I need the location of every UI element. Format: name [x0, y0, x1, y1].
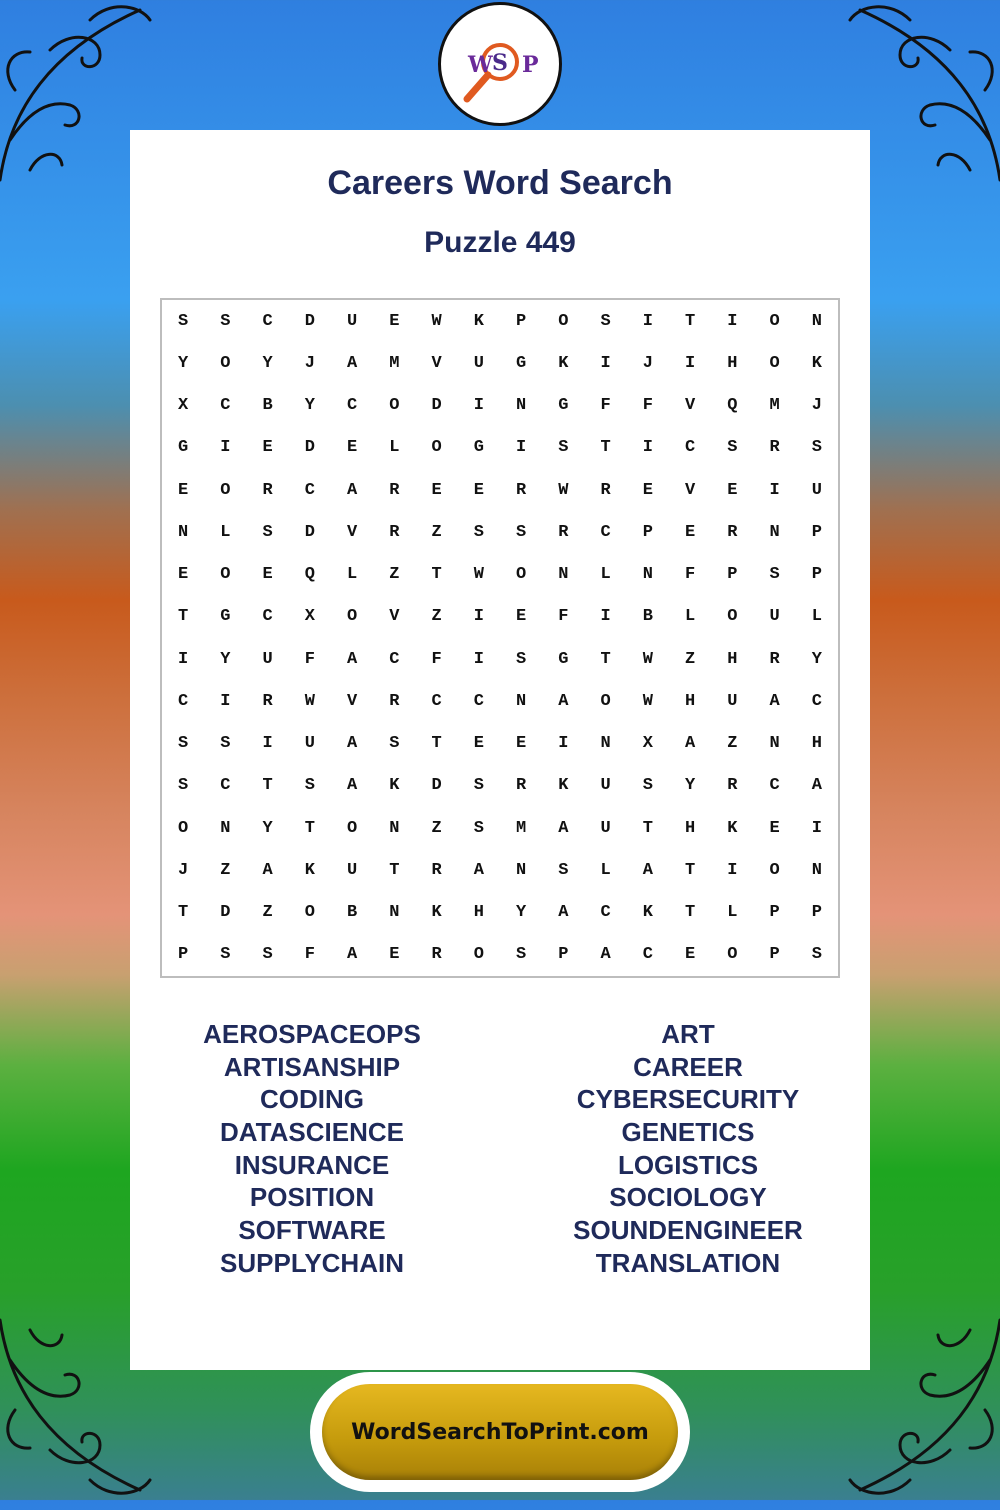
grid-cell[interactable]: A [558, 818, 569, 838]
grid-cell[interactable]: C [347, 396, 358, 416]
grid-cell[interactable]: W [642, 649, 653, 669]
grid-cell[interactable]: E [347, 438, 358, 458]
word-list-item: CODING [260, 1084, 364, 1115]
grid-cell[interactable]: D [220, 903, 231, 923]
grid-cell[interactable]: Z [220, 860, 231, 880]
grid-cell[interactable]: B [642, 607, 653, 627]
footer-banner [310, 1372, 690, 1492]
grid-cell[interactable]: Z [431, 607, 442, 627]
grid-cell[interactable]: T [431, 565, 442, 585]
grid-cell[interactable]: R [389, 691, 400, 711]
grid-cell[interactable]: Z [685, 649, 696, 669]
grid-cell[interactable]: T [600, 438, 611, 458]
grid-cell[interactable]: S [473, 818, 484, 838]
grid-cell[interactable]: L [220, 522, 231, 542]
grid-cell[interactable]: C [304, 480, 315, 500]
grid-cell[interactable]: D [304, 522, 315, 542]
grid-cell[interactable]: F [304, 945, 315, 965]
grid-cell[interactable]: K [473, 311, 484, 331]
grid-cell[interactable]: E [685, 945, 696, 965]
grid-cell[interactable]: R [431, 860, 442, 880]
grid-cell[interactable]: C [431, 691, 442, 711]
grid-cell[interactable]: R [558, 522, 569, 542]
grid-cell[interactable]: G [220, 607, 231, 627]
site-name: WordSearchToPrint.com [351, 1419, 649, 1445]
grid-cell[interactable]: R [769, 649, 780, 669]
grid-cell[interactable]: H [727, 353, 738, 373]
grid-cell[interactable]: A [558, 691, 569, 711]
grid-cell[interactable]: S [262, 522, 273, 542]
grid-cell[interactable]: R [516, 480, 527, 500]
grid-cell[interactable]: Y [262, 818, 273, 838]
grid-cell[interactable]: E [473, 480, 484, 500]
grid-cell[interactable]: K [389, 776, 400, 796]
grid-cell[interactable]: A [558, 903, 569, 923]
grid-cell[interactable]: W [304, 691, 315, 711]
grid-cell[interactable]: G [558, 649, 569, 669]
grid-cell[interactable]: R [727, 776, 738, 796]
grid-cell[interactable]: L [685, 607, 696, 627]
grid-cell[interactable]: P [769, 903, 780, 923]
grid-cell[interactable]: S [473, 776, 484, 796]
word-list-item: INSURANCE [234, 1149, 390, 1180]
grid-cell[interactable]: J [811, 396, 822, 416]
grid-cell[interactable]: P [642, 522, 653, 542]
grid-cell[interactable]: O [727, 945, 738, 965]
grid-cell[interactable]: P [727, 565, 738, 585]
word-list-item: POSITION [249, 1182, 375, 1213]
grid-cell[interactable]: C [220, 396, 231, 416]
grid-cell[interactable]: R [389, 480, 400, 500]
grid-cell[interactable]: O [220, 565, 231, 585]
grid-cell[interactable]: P [811, 565, 822, 585]
grid-cell[interactable]: E [473, 734, 484, 754]
grid-cell[interactable]: A [769, 691, 780, 711]
word-list-item: SUPPLYCHAIN [220, 1247, 404, 1278]
grid-cell[interactable]: N [811, 311, 822, 331]
word-list-right-column [528, 1018, 848, 1280]
grid-cell[interactable]: I [600, 353, 611, 373]
grid-cell[interactable]: V [347, 691, 358, 711]
word-list-item: LOGISTICS [617, 1149, 759, 1180]
grid-cell[interactable]: C [685, 438, 696, 458]
grid-cell[interactable]: A [347, 734, 358, 754]
grid-cell[interactable]: C [389, 649, 400, 669]
grid-cell[interactable]: G [473, 438, 484, 458]
grid-cell[interactable]: O [516, 565, 527, 585]
grid-cell[interactable]: S [516, 649, 527, 669]
grid-cell[interactable]: P [558, 945, 569, 965]
grid-cell[interactable]: A [347, 945, 358, 965]
grid-cell[interactable]: P [769, 945, 780, 965]
grid-cell[interactable]: I [727, 860, 738, 880]
grid-cell[interactable]: M [389, 353, 400, 373]
grid-cell[interactable]: A [473, 860, 484, 880]
grid-cell[interactable]: N [220, 818, 231, 838]
grid-cell[interactable]: H [473, 903, 484, 923]
grid-cell[interactable]: S [642, 776, 653, 796]
grid-cell[interactable]: O [347, 818, 358, 838]
grid-cell[interactable]: F [642, 396, 653, 416]
word-list-item: ARTISANSHIP [223, 1051, 401, 1082]
grid-cell[interactable]: C [600, 522, 611, 542]
grid-cell[interactable]: I [769, 480, 780, 500]
grid-cell[interactable]: X [304, 607, 315, 627]
grid-cell[interactable]: Z [431, 818, 442, 838]
word-list-item: CAREER [633, 1051, 743, 1082]
grid-cell[interactable]: S [558, 860, 569, 880]
grid-cell[interactable]: R [431, 945, 442, 965]
grid-cell[interactable]: C [262, 311, 273, 331]
grid-cell[interactable]: A [600, 945, 611, 965]
grid-cell[interactable]: I [178, 649, 189, 669]
grid-cell[interactable]: D [431, 776, 442, 796]
grid-cell[interactable]: V [431, 353, 442, 373]
grid-cell[interactable]: J [642, 353, 653, 373]
word-list-item: DATASCIENCE [220, 1117, 404, 1148]
grid-cell[interactable]: I [727, 311, 738, 331]
grid-cell[interactable]: S [811, 438, 822, 458]
grid-cell[interactable]: Y [178, 353, 189, 373]
grid-cell[interactable]: W [431, 311, 442, 331]
grid-cell[interactable]: C [262, 607, 273, 627]
grid-cell[interactable]: M [769, 396, 780, 416]
grid-cell[interactable]: A [262, 860, 273, 880]
grid-cell[interactable]: F [600, 396, 611, 416]
grid-cell[interactable]: K [558, 776, 569, 796]
grid-cell[interactable]: S [516, 945, 527, 965]
grid-cell[interactable]: Z [727, 734, 738, 754]
grid-cell[interactable]: Y [220, 649, 231, 669]
grid-cell[interactable]: S [389, 734, 400, 754]
grid-cell[interactable]: C [811, 691, 822, 711]
grid-cell[interactable]: O [178, 818, 189, 838]
word-list-item: SOCIOLOGY [609, 1182, 767, 1213]
grid-cell[interactable]: A [642, 860, 653, 880]
grid-cell[interactable]: S [727, 438, 738, 458]
grid-cell[interactable]: O [769, 353, 780, 373]
grid-cell[interactable]: O [389, 396, 400, 416]
grid-cell[interactable]: R [516, 776, 527, 796]
grid-cell[interactable]: I [473, 396, 484, 416]
grid-cell[interactable]: I [811, 818, 822, 838]
grid-cell[interactable]: Z [262, 903, 273, 923]
grid-cell[interactable]: V [347, 522, 358, 542]
grid-cell[interactable]: W [473, 565, 484, 585]
grid-cell[interactable]: F [558, 607, 569, 627]
logo-letter-p: P [522, 52, 539, 78]
grid-cell[interactable]: P [811, 522, 822, 542]
grid-cell[interactable]: N [516, 860, 527, 880]
grid-cell[interactable]: K [304, 860, 315, 880]
grid-cell[interactable]: O [473, 945, 484, 965]
grid-cell[interactable]: S [516, 522, 527, 542]
grid-cell[interactable]: C [220, 776, 231, 796]
grid-cell[interactable]: C [600, 903, 611, 923]
grid-cell[interactable]: V [685, 396, 696, 416]
grid-cell[interactable]: P [811, 903, 822, 923]
grid-cell[interactable]: U [769, 607, 780, 627]
wsp-logo [438, 2, 562, 126]
puzzle-sheet [130, 130, 870, 1370]
grid-cell[interactable]: E [727, 480, 738, 500]
grid-cell[interactable]: T [431, 734, 442, 754]
grid-cell[interactable]: Y [516, 903, 527, 923]
grid-cell[interactable]: N [769, 734, 780, 754]
word-list-item: ART [661, 1019, 715, 1049]
grid-cell[interactable]: U [304, 734, 315, 754]
grid-cell[interactable]: O [600, 691, 611, 711]
grid-cell[interactable]: T [178, 607, 189, 627]
grid-cell[interactable]: R [769, 438, 780, 458]
grid-cell[interactable]: Y [304, 396, 315, 416]
grid-cell[interactable]: S [220, 945, 231, 965]
grid-cell[interactable]: I [558, 734, 569, 754]
grid-cell[interactable]: E [642, 480, 653, 500]
grid-cell[interactable]: E [769, 818, 780, 838]
grid-cell[interactable]: S [178, 734, 189, 754]
grid-cell[interactable]: U [600, 776, 611, 796]
grid-cell[interactable]: U [347, 860, 358, 880]
grid-cell[interactable]: S [769, 565, 780, 585]
grid-cell[interactable]: P [178, 945, 189, 965]
grid-cell[interactable]: A [347, 776, 358, 796]
grid-cell[interactable]: O [220, 353, 231, 373]
grid-cell[interactable]: E [389, 945, 400, 965]
grid-cell[interactable]: T [642, 818, 653, 838]
grid-cell[interactable]: N [389, 818, 400, 838]
grid-cell[interactable]: V [685, 480, 696, 500]
grid-cell[interactable]: G [558, 396, 569, 416]
grid-cell[interactable]: U [473, 353, 484, 373]
word-list-item: GENETICS [621, 1117, 755, 1148]
grid-cell[interactable]: Y [262, 353, 273, 373]
grid-cell[interactable]: Z [431, 522, 442, 542]
grid-cell[interactable]: Z [389, 565, 400, 585]
grid-cell[interactable]: H [727, 649, 738, 669]
grid-cell[interactable]: A [347, 353, 358, 373]
grid-cell[interactable]: N [558, 565, 569, 585]
grid-cell[interactable]: O [727, 607, 738, 627]
grid-cell[interactable]: T [600, 649, 611, 669]
grid-cell[interactable]: R [262, 480, 273, 500]
logo-letter-w: W [468, 52, 493, 78]
grid-cell[interactable]: Y [685, 776, 696, 796]
grid-cell[interactable]: Q [304, 565, 315, 585]
grid-cell[interactable]: D [431, 396, 442, 416]
grid-cell[interactable]: U [811, 480, 822, 500]
word-list-item: AEROSPACEOPS [203, 1019, 421, 1049]
page-title: Careers Word Search [327, 164, 673, 202]
grid-cell[interactable]: A [811, 776, 822, 796]
grid-cell[interactable]: C [769, 776, 780, 796]
grid-cell[interactable]: C [642, 945, 653, 965]
grid-cell[interactable]: B [262, 396, 273, 416]
grid-cell[interactable]: B [347, 903, 358, 923]
grid-cell[interactable]: T [304, 818, 315, 838]
grid-cell[interactable]: E [389, 311, 400, 331]
grid-cell[interactable]: D [304, 311, 315, 331]
word-list-item: SOFTWARE [238, 1215, 386, 1246]
grid-cell[interactable]: O [558, 311, 569, 331]
grid-cell[interactable]: D [304, 438, 315, 458]
word-list-item: SOUNDENGINEER [573, 1215, 803, 1246]
grid-cell[interactable]: L [727, 903, 738, 923]
site-link-button[interactable] [322, 1384, 678, 1480]
grid-cell[interactable]: L [600, 860, 611, 880]
grid-cell[interactable]: U [600, 818, 611, 838]
grid-cell[interactable]: I [473, 649, 484, 669]
magnifier-icon [441, 5, 559, 123]
grid-cell[interactable]: U [727, 691, 738, 711]
grid-cell[interactable]: L [389, 438, 400, 458]
grid-cell[interactable]: H [685, 691, 696, 711]
grid-cell[interactable]: E [685, 522, 696, 542]
word-list-item: CYBERSECURITY [576, 1084, 800, 1115]
grid-cell[interactable]: N [389, 903, 400, 923]
grid-cell[interactable]: K [811, 353, 822, 373]
grid-cell[interactable]: S [811, 945, 822, 965]
grid-cell[interactable]: Y [811, 649, 822, 669]
grid-cell[interactable]: T [685, 311, 696, 331]
grid-cell[interactable]: T [178, 903, 189, 923]
puzzle-number: Puzzle 449 [424, 226, 576, 259]
grid-cell[interactable]: F [685, 565, 696, 585]
grid-cell[interactable]: S [178, 311, 189, 331]
grid-cell[interactable]: O [304, 903, 315, 923]
grid-cell[interactable]: H [811, 734, 822, 754]
grid-cell[interactable]: L [600, 565, 611, 585]
grid-cell[interactable]: S [220, 311, 231, 331]
grid-cell[interactable]: F [304, 649, 315, 669]
grid-cell[interactable]: I [516, 438, 527, 458]
grid-cell[interactable]: N [642, 565, 653, 585]
grid-cell[interactable]: F [431, 649, 442, 669]
grid-cell[interactable]: E [431, 480, 442, 500]
grid-cell[interactable]: U [262, 649, 273, 669]
grid-cell[interactable]: E [262, 438, 273, 458]
grid-cell[interactable]: R [600, 480, 611, 500]
grid-cell[interactable]: S [262, 945, 273, 965]
grid-cell[interactable]: N [516, 691, 527, 711]
grid-cell[interactable]: N [769, 522, 780, 542]
grid-cell[interactable]: W [558, 480, 569, 500]
letter-grid [160, 298, 840, 978]
grid-cell[interactable]: S [178, 776, 189, 796]
grid-cell[interactable]: K [558, 353, 569, 373]
grid-cell[interactable]: H [685, 818, 696, 838]
grid-cell[interactable]: L [811, 607, 822, 627]
grid-cell[interactable]: A [347, 649, 358, 669]
grid-cell[interactable]: E [178, 480, 189, 500]
grid-cell[interactable]: P [516, 311, 527, 331]
grid-cell[interactable]: V [389, 607, 400, 627]
grid-cell[interactable]: L [347, 565, 358, 585]
grid-cell[interactable]: T [685, 860, 696, 880]
grid-cell[interactable]: E [262, 565, 273, 585]
grid-cell[interactable]: J [178, 860, 189, 880]
grid-cell[interactable]: W [642, 691, 653, 711]
word-list-left-column [152, 1018, 472, 1280]
grid-cell[interactable]: G [516, 353, 527, 373]
grid-cell[interactable]: A [347, 480, 358, 500]
grid-cell[interactable]: R [727, 522, 738, 542]
grid-cell[interactable]: T [685, 903, 696, 923]
grid-cell[interactable]: Q [727, 396, 738, 416]
grid-cell[interactable]: N [178, 522, 189, 542]
grid-cell[interactable]: I [642, 311, 653, 331]
grid-cell[interactable]: O [769, 311, 780, 331]
grid-cell[interactable]: O [220, 480, 231, 500]
word-list-item: TRANSLATION [595, 1247, 781, 1278]
grid-cell[interactable]: I [600, 607, 611, 627]
grid-cell[interactable]: R [389, 522, 400, 542]
grid-cell[interactable]: S [600, 311, 611, 331]
grid-cell[interactable]: I [220, 691, 231, 711]
grid-cell[interactable]: O [347, 607, 358, 627]
grid-cell[interactable]: C [473, 691, 484, 711]
grid-cell[interactable]: G [178, 438, 189, 458]
grid-cell[interactable]: R [262, 691, 273, 711]
grid-cell[interactable]: T [389, 860, 400, 880]
grid-cell[interactable]: S [558, 438, 569, 458]
grid-cell[interactable]: A [685, 734, 696, 754]
grid-cell[interactable]: X [642, 734, 653, 754]
grid-cell[interactable]: I [685, 353, 696, 373]
grid-cell[interactable]: I [262, 734, 273, 754]
grid-cell[interactable]: K [727, 818, 738, 838]
grid-cell[interactable]: E [178, 565, 189, 585]
grid-cell[interactable]: U [347, 311, 358, 331]
grid-cell[interactable]: T [262, 776, 273, 796]
grid-cell[interactable]: S [304, 776, 315, 796]
grid-cell[interactable]: O [769, 860, 780, 880]
grid-cell[interactable]: O [431, 438, 442, 458]
grid-cell[interactable]: E [516, 607, 527, 627]
grid-cell[interactable]: I [220, 438, 231, 458]
grid-cell[interactable]: N [516, 396, 527, 416]
logo-letter-s: S [492, 50, 508, 76]
grid-cell[interactable]: J [304, 353, 315, 373]
grid-cell[interactable]: S [473, 522, 484, 542]
grid-cell[interactable]: I [642, 438, 653, 458]
grid-cell[interactable]: K [431, 903, 442, 923]
grid-cell[interactable]: C [178, 691, 189, 711]
grid-cell[interactable]: X [178, 396, 189, 416]
grid-cell[interactable]: N [600, 734, 611, 754]
grid-cell[interactable]: N [811, 860, 822, 880]
grid-cell[interactable]: I [473, 607, 484, 627]
grid-cell[interactable]: E [516, 734, 527, 754]
grid-cell[interactable]: M [516, 818, 527, 838]
grid-cell[interactable]: K [642, 903, 653, 923]
grid-cell[interactable]: S [220, 734, 231, 754]
